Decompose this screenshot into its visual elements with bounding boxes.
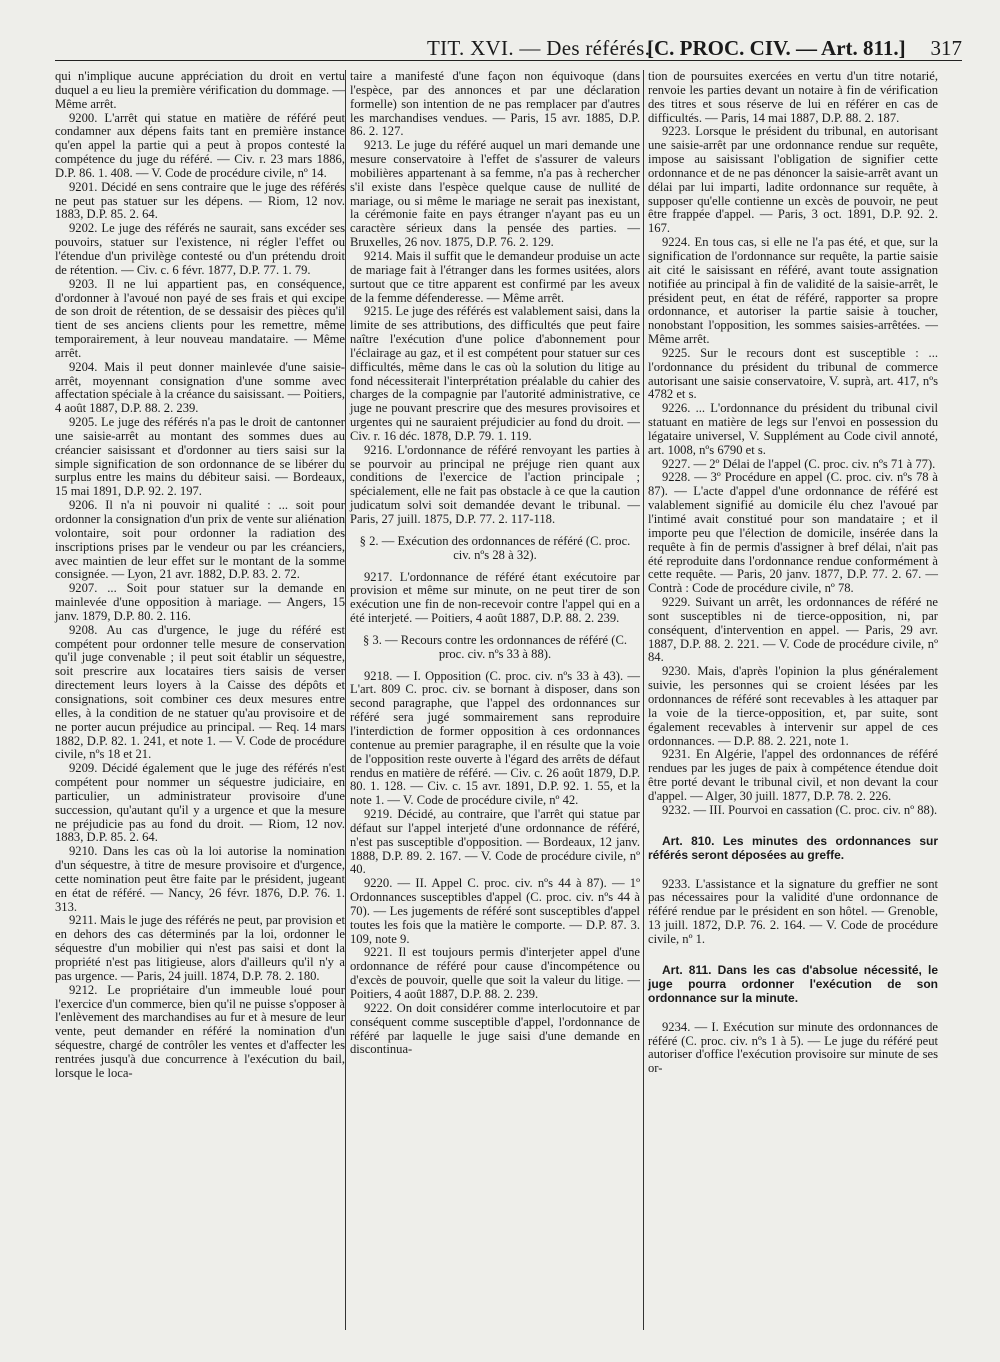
paragraph: 9216. L'ordonnance de référé renvoyant les parties à se pourvoir au principal ne préjuge rien quant aux conditions de l'exercice de l'action principale ; spécialement, elle ne fait pas obstacle à ce que la caution judicatum solvi soit demandée devant le tribunal. — Paris, 27 juill. 1875, D.P. 77. 2. 117-118. (350, 442, 640, 526)
paragraph: 9211. Mais le juge des référés ne peut, par provision et en dehors des cas déterminés par la loi, ordonner le séquestre d'un mobilier qui n'est pas saisi et dont la propriété n'est pas litigieuse, alors d'ailleurs qu'il n'y a pas urgence. — Paris, 24 juill. 1874, D.P. 78. 2. 180. (55, 913, 345, 983)
column-divider (345, 70, 346, 1330)
paragraph: 9233. L'assistance et la signature du greffier ne sont pas nécessaires pour la validité d'une ordonnance de référé rendue par le président en son hôtel. — Grenoble, 13 juill. 1872, D.P. 76. 2. 164. — V. Code de procédure civile, nº 1. (648, 876, 938, 946)
paragraph: 9217. L'ordonnance de référé étant exécutoire par provision et même sur minute, on ne peut tirer de son exécution une fin de non-recevoir contre l'appel qui en a été interjeté. — Poitiers, 4 août 1887, D.P. 88. 2. 239. (350, 569, 640, 626)
paragraph: 9225. Sur le recours dont est susceptible : ... l'ordonnance du président du tribunal de commerce autorisant une saisie conservatoire, V. suprà, art. 417, nºs 4782 et s. (648, 345, 938, 402)
article-heading: Art. 810. Les minutes des ordonnances sur référés seront déposées au greffe. (648, 833, 938, 862)
paragraph: 9209. Décidé également que le juge des référés n'est compétent pour nommer un séquestre judiciaire, en particulier, un administrateur provisoire d'une succession, qu'autant qu'il y a urgence et que la mesure ne préjudicie pas au fond du droit. — Riom, 12 nov. 1883, D.P. 85. 2. 64. (55, 761, 345, 845)
paragraph: 9228. — 3º Procédure en appel (C. proc. civ. nºs 78 à 87). — L'acte d'appel d'une ordonnance de référé est valablement signifié au domicile élu chez l'avoué par l'intimé avait constitué pour son mandataire ; et il importe peu que l'élection de domicile, insérée dans la requête à fin de permis d'assigner à bref délai, n'ait pas été reproduite dans l'ordonnance rendue conformément à cette requête. — Paris, 20 janv. 1877, D.P. 77. 2. 67. — Contrà : Code de procédure civile, nº 78. (648, 470, 938, 596)
text-column-1 (55, 70, 345, 1081)
paragraph: 9234. — I. Exécution sur minute des ordonnances de référé (C. proc. civ. nºs 1 à 5). — Le juge du référé peut autoriser d'office l'exécution provisoire sur minute de ses or- (648, 1019, 938, 1076)
paragraph: 9212. Le propriétaire d'un immeuble loué pour l'exercice d'un commerce, bien qu'il ne puisse s'opposer à l'enlèvement des marchandises au fur et à mesure de leur vente, peut demander en référé la nomination d'un séquestre, chargé de contrôler les ventes et d'affecter les rentrées jusqu'à due concurrence à l'exécution du bail, lorsque le loca- (55, 982, 345, 1080)
paragraph: 9221. Il est toujours permis d'interjeter appel d'une ordonnance de référé pour cause d'incompétence ou d'excès de pouvoir, quelle que soit la valeur du litige. — Poitiers, 4 août 1887, D.P. 88. 2. 239. (350, 945, 640, 1001)
paragraph: 9219. Décidé, au contraire, que l'arrêt qui statue par défaut sur l'appel interjeté d'une ordonnance de référé, n'est pas susceptible d'opposition. — Bordeaux, 12 janv. 1888, D.P. 89. 2. 167. — V. Code de procédure civile, nº 40. (350, 807, 640, 877)
paragraph: 9201. Décidé en sens contraire que le juge des référés ne peut pas statuer sur les dépens. — Riom, 12 nov. 1883, D.P. 85. 2. 64. (55, 179, 345, 222)
paragraph: 9232. — III. Pourvoi en cassation (C. proc. civ. nº 88). (662, 802, 938, 817)
paragraph: 9207. ... Soit pour statuer sur la demande en mainlevée d'une opposition à mariage. — Angers, 15 janv. 1879, D.P. 80. 2. 116. (55, 581, 345, 623)
paragraph: 9222. On doit considérer comme interlocutoire et par conséquent comme susceptible d'appel, l'ordonnance de référé par laquelle le juge saisi d'une demande en discontinua- (350, 1000, 640, 1057)
paragraph: 9210. Dans les cas où la loi autorise la nomination d'un séquestre, à titre de mesure provisoire et d'urgence, cette nomination peut être faite par le président, jugeant en état de référé. — Nancy, 26 févr. 1876, D.P. 76. 1. 313. (55, 844, 345, 914)
paragraph: 9224. En tous cas, si elle ne l'a pas été, et que, sur la signification de l'ordonnance sur requête, la partie saisie ait cité le saisissant en référé, avant toute assignation notifiée au principal à fin de validité de la saisie-arrêt, le président peut, en état de référé, rapporter sa propre ordonnance, et autoriser la partie saisie à toucher, nonobstant l'opposition, les sommes saisies-arrêtées. — Même arrêt. (648, 235, 938, 347)
section-heading: § 2. — Exécution des ordonnances de référé (C. proc. civ. nºs 28 à 32). (359, 533, 631, 562)
paragraph: 9214. Mais il suffit que le demandeur produise un acte de mariage fait à l'étranger dans les formes usitées, alors surtout que ce titre apparent est confirmé par les aveux de la femme défenderesse. — Même arrêt. (350, 248, 640, 305)
article-heading: Art. 811. Dans les cas d'absolue nécessité, le juge pourra ordonner l'exécution de son ordonnance sur la minute. (648, 962, 938, 1005)
column-divider (643, 70, 644, 1330)
paragraph: 9218. — I. Opposition (C. proc. civ. nºs 33 à 43). — L'art. 809 C. proc. civ. se bornant à disposer, dans son second paragraphe, que l'appel des ordonnances sur référé sera jugé sommairement sans reproduire l'interdiction de former opposition à ces ordonnances contenue au premier paragraphe, il en résulte que la voie de l'opposition reste ouverte à l'égard des arrêts de défaut rendus en matière de référé. — Civ. c. 26 août 1879, D.P. 80. 1. 128. — Civ. c. 15 avr. 1891, D.P. 92. 1. 55, et la note 1. — V. Code de procédure civile, nº 42. (350, 668, 640, 808)
paragraph: 9220. — II. Appel C. proc. civ. nºs 44 à 87). — 1º Ordonnances susceptibles d'appel (C. proc. civ. nºs 44 à 70). — Les jugements de référé sont susceptibles d'appel toutes les fois que la matière le comporte. — D.P. 87. 3. 109, note 9. (350, 876, 640, 946)
paragraph: 9204. Mais il peut donner mainlevée d'une saisie-arrêt, moyennant consignation d'une somme avec affectation spéciale à la créance du saisissant. — Poitiers, 4 août 1887, D.P. 88. 2. 239. (55, 359, 346, 416)
paragraph: 9206. Il n'a ni pouvoir ni qualité : ... soit pour ordonner la consignation d'un prix de vente sur aliénation volontaire, soit pour ordonner la radiation des inscriptions prises par le vendeur ou par les créanciers, avec maintien de leur effet sur le montant de la somme consignée. — Lyon, 21 avr. 1882, D.P. 83. 2. 72. (55, 498, 345, 582)
paragraph: 9200. L'arrêt qui statue en matière de référé peut condamner aux dépens faits tant en première instance qu'en appel la partie qui a peut à propos contesté la compétence du juge du référé. — Civ. r. 23 mars 1886, D.P. 86. 1. 408. — V. Code de procédure civile, nº 14. (55, 110, 345, 180)
section-heading: § 3. — Recours contre les ordonnances de référé (C. proc. civ. nºs 33 à 88). (362, 632, 628, 661)
paragraph: 9223. Lorsque le président du tribunal, en autorisant une saisie-arrêt par une ordonnance rendue sur requête, impose au saisissant l'obligation de signifier cette ordonnance et de ne pas dénoncer la saisie-arrêt avant un délai par lui imparti, ladite ordonnance sur requête, à supposer qu'elle contienne un excès de pouvoir, ne peut être frappée d'appel. — Paris, 3 oct. 1891, D.P. 92. 2. 167. (648, 124, 938, 236)
paragraph: qui n'implique aucune appréciation du droit en vertu duquel a eu lieu la première vérification du dommage. — Même arrêt. (55, 69, 345, 111)
paragraph: tion de poursuites exercées en vertu d'un titre notarié, renvoie les parties devant un notaire à fin de vérification des titres et sous réserve de lui en référer en cas de difficultés. — Paris, 14 mai 1887, D.P. 88. 2. 187. (648, 69, 938, 125)
paragraph: 9203. Il ne lui appartient pas, en conséquence, d'ordonner à l'avoué non payé de ses frais et qui excipe de son droit de rétention, de se dessaisir des pièces qu'il tient de ses anciens clients pour les remettre, même temporairement, à leur nouveau mandataire. — Même arrêt. (55, 276, 345, 360)
running-header (55, 30, 962, 61)
paragraph: 9215. Le juge des référés est valablement saisi, dans la limite de ses attributions, des difficultés que peut faire naître l'exécution d'une police d'abonnement pour l'éclairage au gaz, et il est compétent pour statuer sur ces difficultés, même dans le cas où la solution du litige au fond nécessiterait l'interprétation préalable du cahier des charges de la compagnie par l'autorité administrative, ce juge ne pouvant prescrire que des mesures provisoires et urgentes qui ne sauraient préjudicier au fond du droit. — Civ. r. 16 déc. 1878, D.P. 79. 1. 119. (350, 304, 640, 443)
header-article-ref: [C. PROC. CIV. — Art. 811.] (647, 36, 906, 60)
paragraph: 9208. Au cas d'urgence, le juge du référé est compétent pour ordonner telle mesure de conservation qu'il juge convenable ; il peut soit établir un séquestre, soit prescrire aux locataires tiers saisis de verser directement leurs loyers à la Caisse des dépôts et consignations, soit combiner ces deux mesures entre elles, à la condition de ne statuer qu'au provisoire et de ne porter aucun préjudice au principal. — Req. 14 mars 1882, D.P. 82. 1. 241, et note 1. — V. Code de procédure civile, nºs 18 et 21. (55, 622, 345, 762)
paragraph: taire a manifesté d'une façon non équivoque (dans l'espèce, par des annonces et par une déclaration formelle) son intention de ne pas remplacer par d'autres les marchandises vendues. — Paris, 15 avr. 1885, D.P. 86. 2. 127. (350, 69, 640, 139)
paragraph: 9205. Le juge des référés n'a pas le droit de cantonner une saisie-arrêt au montant des sommes dues au créancier saisissant et d'ordonner au tiers saisi sur la simple signification de son ordonnance de se libérer du surplus entre les mains du débiteur saisi. — Bordeaux, 15 mai 1891, D.P. 92. 2. 197. (55, 415, 345, 499)
paragraph: 9202. Le juge des référés ne saurait, sans excéder ses pouvoirs, statuer sur l'existence, ni régler l'effet ou l'étendue d'un privilège contesté ou d'un prétendu droit de rétention. — Civ. c. 6 févr. 1877, D.P. 77. 1. 79. (55, 221, 345, 277)
paragraph: 9226. ... L'ordonnance du président du tribunal civil statuant en matière de legs sur l'envoi en possession du légataire universel, V. Supplément au Code civil annoté, art. 1008, nºs 6790 et s. (648, 401, 938, 457)
text-column-3 (648, 70, 938, 1076)
page-number: 317 (930, 36, 962, 60)
paragraph: 9213. Le juge du référé auquel un mari demande une mesure conservatoire à l'effet de s'assurer de valeurs mobilières appartenant à sa femme, n'a pas à rechercher s'il existe dans l'espèce quelque cause de nullité de mariage, ou si même le mariage ne serait pas inexistant, la cérémonie faite en pays étranger n'ayant pas eu un caractère sérieux dans la pensée des parties. — Bruxelles, 26 nov. 1875, D.P. 76. 2. 129. (350, 138, 640, 250)
text-column-2 (350, 70, 640, 1057)
paragraph: 9230. Mais, d'après l'opinion la plus généralement suivie, les personnes qui se croient lésées par les ordonnances de référé sont recevables à les attaquer par la voie de la tierce-opposition, et, par suite, sont également recevables à intervenir sur appel de ces ordonnances. — D.P. 88. 2. 221, note 1. (648, 664, 938, 748)
header-title: TIT. XVI. — Des référés. (427, 36, 651, 60)
paragraph: 9229. Suivant un arrêt, les ordonnances de référé ne sont susceptibles ni de tierce-opposition, ni, par conséquent, d'intervention en appel. — Paris, 29 avr. 1887, D.P. 88. 2. 221. — V. Code de procédure civile, nº 84. (648, 595, 938, 665)
paragraph: 9227. — 2º Délai de l'appel (C. proc. civ. nºs 71 à 77). (662, 456, 936, 471)
paragraph: 9231. En Algérie, l'appel des ordonnances de référé rendues par les juges de paix à compétence étendue doit être porté devant le tribunal civil, et non devant la cour d'appel. — Alger, 30 juill. 1877, D.P. 78. 2. 226. (648, 747, 938, 803)
